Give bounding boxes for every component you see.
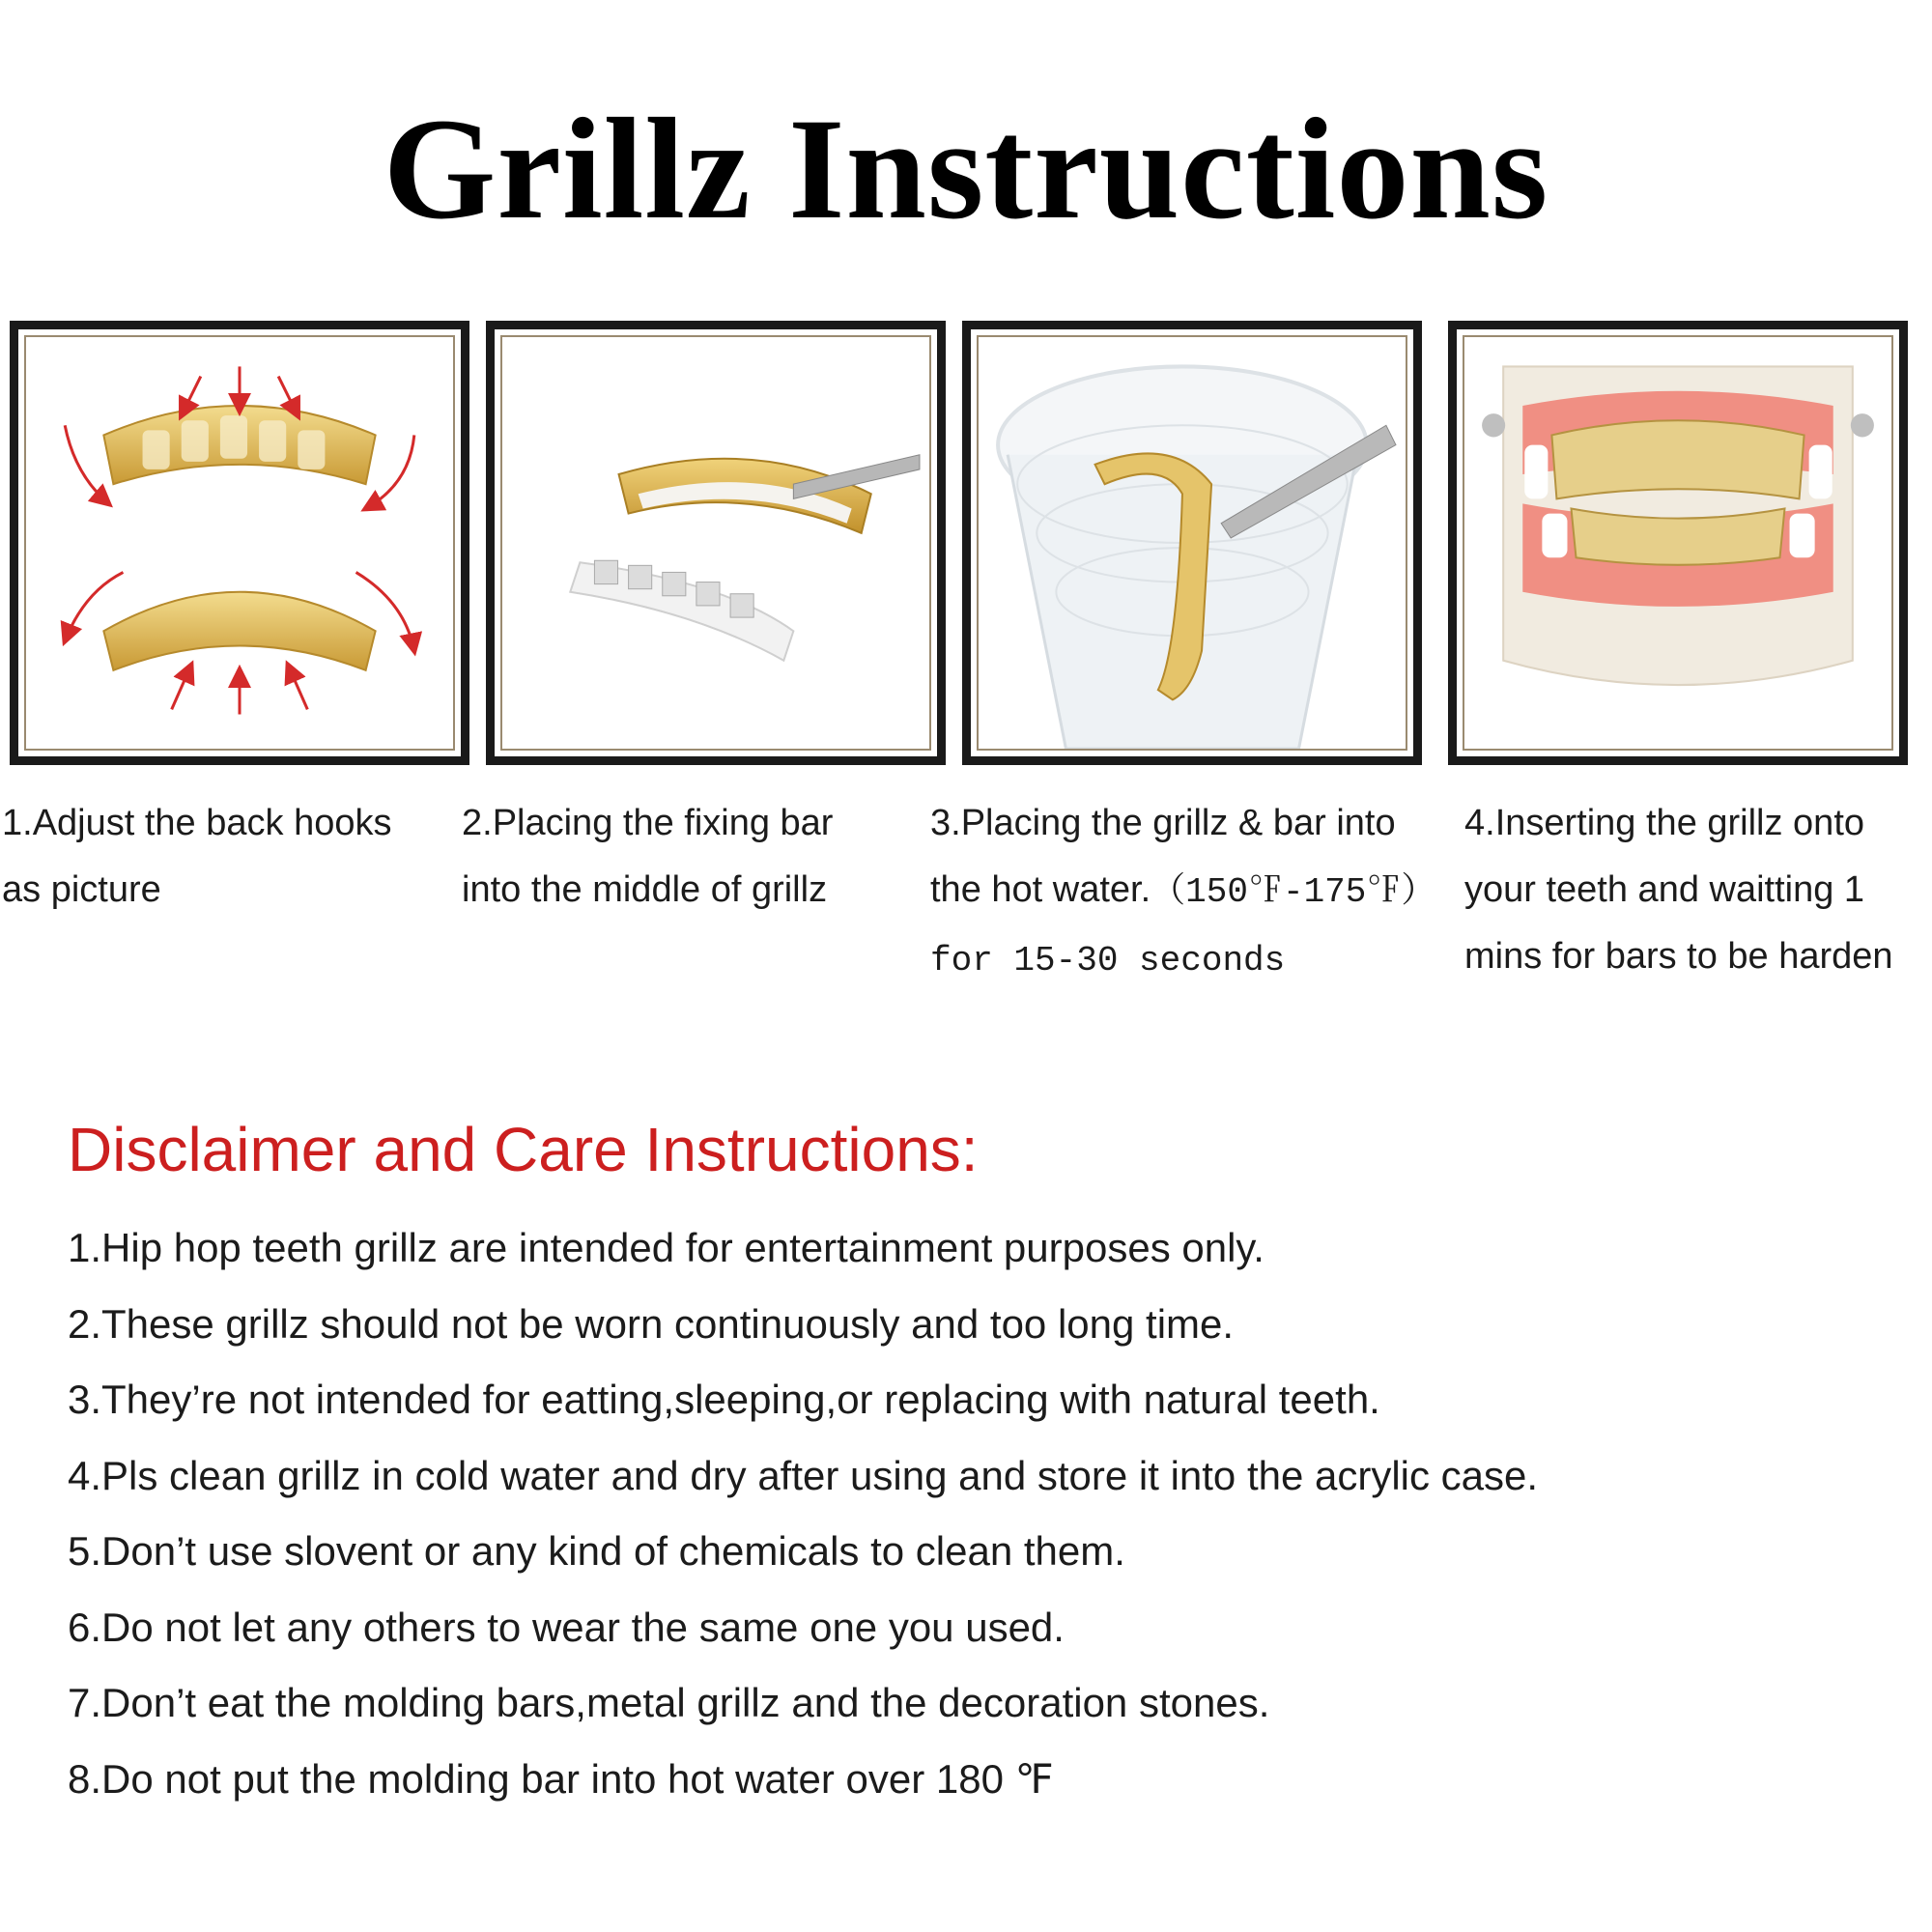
step-2-line-1: 2.Placing the fixing bar <box>462 803 834 843</box>
step-3-line-2: the hot water. <box>930 869 1151 910</box>
step-3-line-1: 3.Placing the grillz & bar into <box>930 803 1396 843</box>
care-instruction-5: 5.Don’t use slovent or any kind of chemicals to clean them. <box>68 1528 1125 1574</box>
care-instruction-1: 1.Hip hop teeth grillz are intended for entertainment purposes only. <box>68 1225 1264 1270</box>
step-1-line-1: 1.Adjust the back hooks <box>2 803 392 843</box>
step-1-caption <box>2 790 456 923</box>
step-4-line-1: 4.Inserting the grillz onto <box>1464 803 1865 843</box>
care-instruction-8: 8.Do not put the molding bar into hot water over 180 ℉ <box>68 1755 1054 1802</box>
step-4-line-3: mins for bars to be harden <box>1464 936 1893 977</box>
step-3-caption <box>930 790 1457 994</box>
care-instruction-3: 3.They’re not intended for eatting,sleeping,or replacing with natural teeth. <box>68 1377 1380 1422</box>
step-4-line-2: your teeth and waitting 1 <box>1464 869 1865 910</box>
page-title: Grillz Instructions <box>383 89 1549 249</box>
step-4-caption <box>1464 790 1932 990</box>
step-2-image <box>486 321 946 765</box>
step-2-caption <box>462 790 925 923</box>
step-3-line-3: for 15-30 seconds <box>930 941 1286 980</box>
disclaimer-heading: Disclaimer and Care Instructions: <box>68 1115 979 1184</box>
care-instruction-6: 6.Do not let any others to wear the same one you used. <box>68 1604 1065 1650</box>
step-3-temperature: （150℉-175℉） <box>1151 872 1436 912</box>
step-1-image <box>10 321 469 765</box>
step-3-image <box>962 321 1422 765</box>
care-instruction-7: 7.Don’t eat the molding bars,metal grillz and the decoration stones. <box>68 1680 1270 1725</box>
step-4-image <box>1448 321 1908 765</box>
step-1-line-2: as picture <box>2 869 161 910</box>
care-instruction-4: 4.Pls clean grillz in cold water and dry after using and store it into the acrylic case. <box>68 1452 1539 1498</box>
care-instruction-2: 2.These grillz should not be worn continuously and too long time. <box>68 1300 1235 1347</box>
care-instructions-list <box>68 1210 1538 1817</box>
step-2-line-2: into the middle of grillz <box>462 869 828 910</box>
